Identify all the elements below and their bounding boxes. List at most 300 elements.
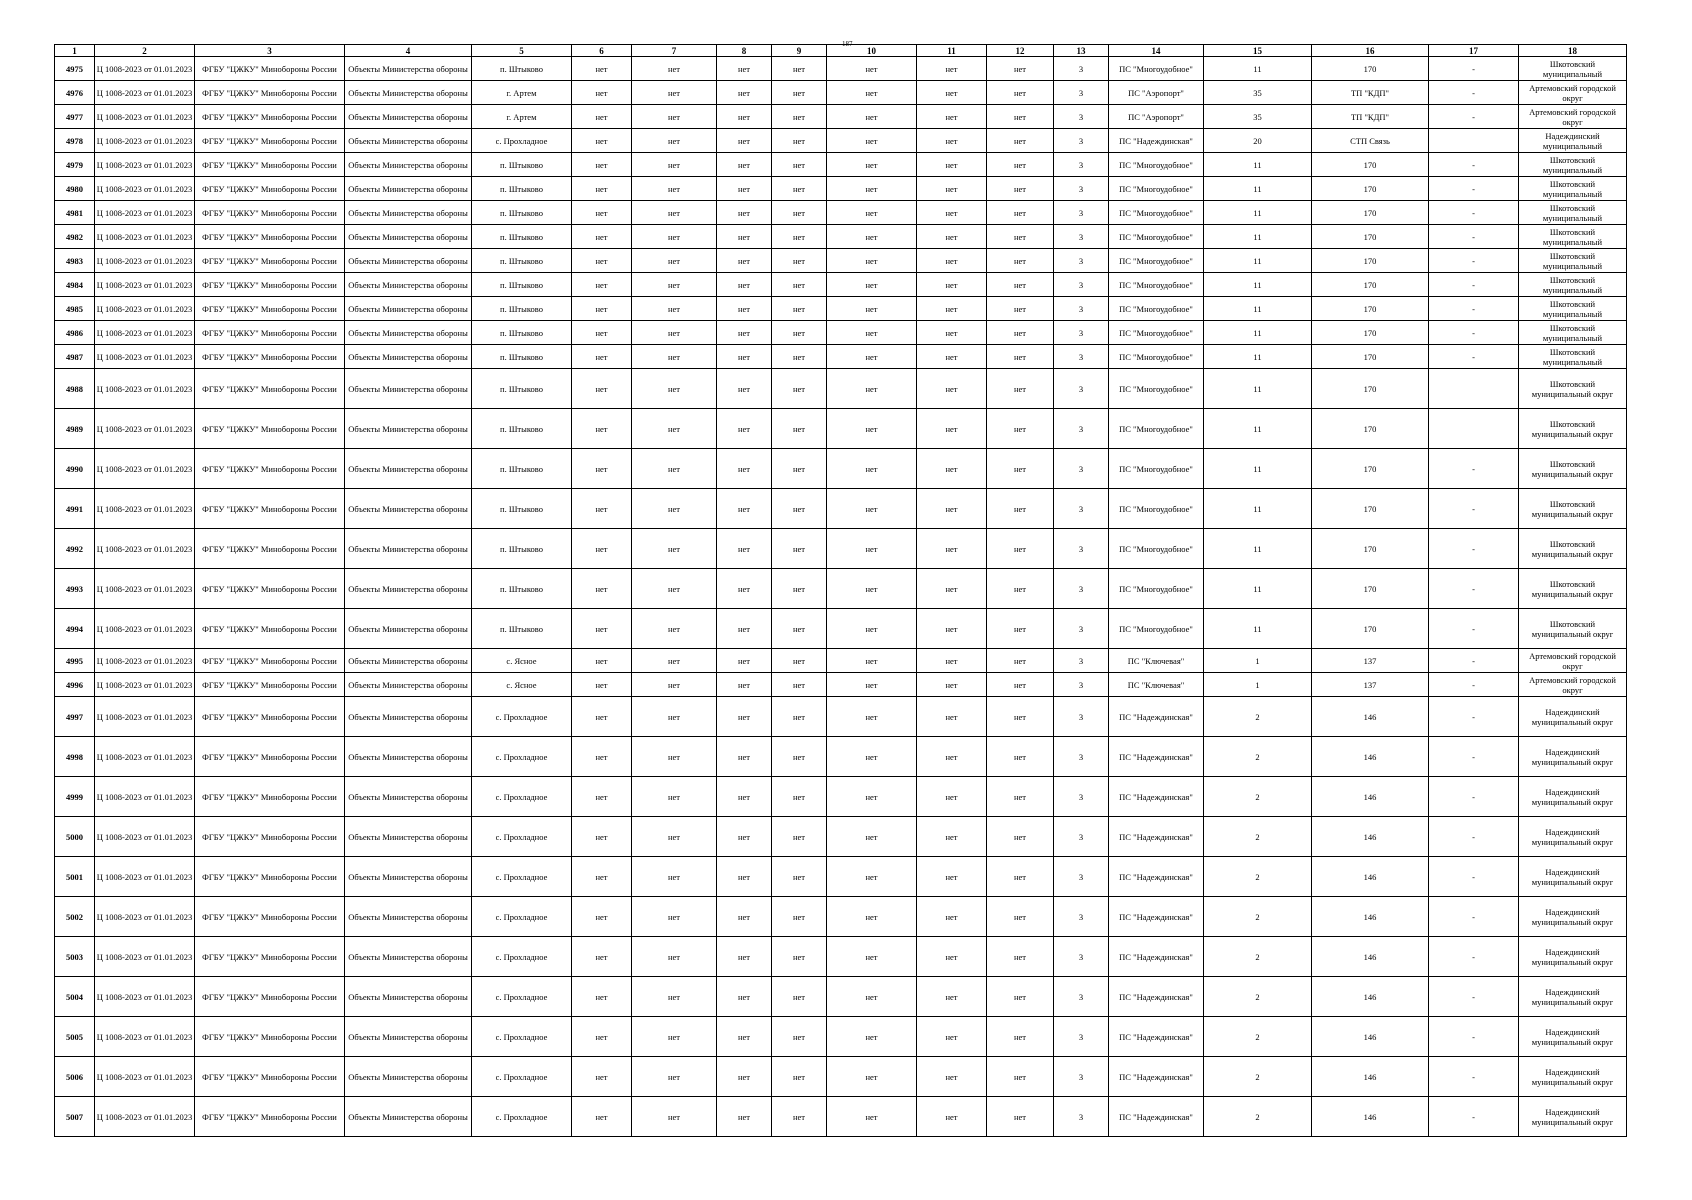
table-cell: 3	[1054, 777, 1109, 817]
table-cell: нет	[572, 489, 632, 529]
table-cell: 2	[1204, 1097, 1312, 1137]
table-cell: нет	[717, 201, 772, 225]
table-cell: 170	[1312, 369, 1429, 409]
table-cell: нет	[632, 489, 717, 529]
table-cell: нет	[632, 569, 717, 609]
table-cell: 11	[1204, 297, 1312, 321]
table-cell: Ц 1008-2023 от 01.01.2023	[95, 777, 195, 817]
table-cell: 4985	[55, 297, 95, 321]
table-cell: нет	[632, 609, 717, 649]
table-cell: 4984	[55, 273, 95, 297]
table-cell: нет	[987, 297, 1054, 321]
table-cell: 3	[1054, 1097, 1109, 1137]
table-cell: ФГБУ "ЦЖКУ" Минобороны России	[195, 321, 345, 345]
table-cell: 11	[1204, 153, 1312, 177]
table-cell: Шкотовский муниципальный	[1519, 297, 1627, 321]
table-cell: нет	[632, 529, 717, 569]
table-cell: нет	[717, 129, 772, 153]
table-cell: нет	[717, 321, 772, 345]
table-cell: нет	[772, 153, 827, 177]
table-cell: нет	[632, 1097, 717, 1137]
table-row	[55, 57, 1627, 81]
table-cell: нет	[917, 737, 987, 777]
table-cell: нет	[917, 369, 987, 409]
table-cell: нет	[632, 409, 717, 449]
table-cell: нет	[987, 273, 1054, 297]
column-header: 8	[717, 45, 772, 57]
table-cell: Объекты Министерства обороны	[345, 129, 472, 153]
table-cell: Объекты Министерства обороны	[345, 153, 472, 177]
table-cell: Ц 1008-2023 от 01.01.2023	[95, 105, 195, 129]
table-cell: ФГБУ "ЦЖКУ" Минобороны России	[195, 57, 345, 81]
table-cell: 4978	[55, 129, 95, 153]
table-cell: нет	[917, 609, 987, 649]
table-cell: нет	[572, 857, 632, 897]
table-cell: ФГБУ "ЦЖКУ" Минобороны России	[195, 225, 345, 249]
table-cell: нет	[632, 273, 717, 297]
table-cell: нет	[717, 697, 772, 737]
table-cell: нет	[717, 249, 772, 273]
table-cell: нет	[772, 369, 827, 409]
table-cell: нет	[572, 673, 632, 697]
table-cell: Объекты Министерства обороны	[345, 105, 472, 129]
table-cell: г. Артем	[472, 81, 572, 105]
table-cell: с. Прохладное	[472, 129, 572, 153]
table-cell: 3	[1054, 529, 1109, 569]
table-cell: Шкотовский муниципальный округ	[1519, 449, 1627, 489]
table-cell: нет	[917, 177, 987, 201]
table-cell: нет	[717, 449, 772, 489]
table-cell: нет	[572, 977, 632, 1017]
table-cell: нет	[632, 225, 717, 249]
table-cell: п. Штыково	[472, 57, 572, 81]
table-cell: нет	[772, 737, 827, 777]
table-cell: Ц 1008-2023 от 01.01.2023	[95, 1097, 195, 1137]
table-cell: нет	[632, 81, 717, 105]
table-cell: нет	[917, 897, 987, 937]
table-cell: ПС "Многоудобное"	[1109, 369, 1204, 409]
table-cell: нет	[717, 81, 772, 105]
table-cell: нет	[827, 449, 917, 489]
table-cell: нет	[717, 977, 772, 1017]
table-cell: нет	[572, 297, 632, 321]
table-cell: Шкотовский муниципальный округ	[1519, 369, 1627, 409]
table-cell: ПС "Многоудобное"	[1109, 345, 1204, 369]
table-cell: 146	[1312, 857, 1429, 897]
table-cell: -	[1429, 977, 1519, 1017]
table-cell: нет	[572, 249, 632, 273]
table-cell: ФГБУ "ЦЖКУ" Минобороны России	[195, 177, 345, 201]
table-cell: нет	[917, 817, 987, 857]
table-cell: п. Штыково	[472, 225, 572, 249]
table-cell: нет	[917, 57, 987, 81]
column-header: 6	[572, 45, 632, 57]
column-header: 15	[1204, 45, 1312, 57]
table-cell: Ц 1008-2023 от 01.01.2023	[95, 81, 195, 105]
table-cell: с. Прохладное	[472, 977, 572, 1017]
table-cell: 1	[1204, 649, 1312, 673]
table-cell: Шкотовский муниципальный	[1519, 225, 1627, 249]
table-cell: 5007	[55, 1097, 95, 1137]
table-cell: Ц 1008-2023 от 01.01.2023	[95, 321, 195, 345]
table-cell: нет	[632, 649, 717, 673]
table-cell: нет	[632, 369, 717, 409]
table-cell: -	[1429, 897, 1519, 937]
table-cell: нет	[917, 529, 987, 569]
table-cell: 3	[1054, 345, 1109, 369]
table-cell: Объекты Министерства обороны	[345, 57, 472, 81]
table-cell: 3	[1054, 977, 1109, 1017]
table-cell: нет	[572, 777, 632, 817]
table-cell: Объекты Министерства обороны	[345, 273, 472, 297]
table-cell: нет	[772, 777, 827, 817]
table-cell: нет	[987, 81, 1054, 105]
table-cell: Надеждинский муниципальный округ	[1519, 937, 1627, 977]
table-cell: 4997	[55, 697, 95, 737]
table-cell: 3	[1054, 449, 1109, 489]
table-cell: -	[1429, 345, 1519, 369]
column-header: 13	[1054, 45, 1109, 57]
table-cell: -	[1429, 225, 1519, 249]
table-cell: -	[1429, 81, 1519, 105]
table-cell: нет	[717, 1097, 772, 1137]
table-cell: нет	[987, 225, 1054, 249]
table-cell: п. Штыково	[472, 529, 572, 569]
table-cell: 3	[1054, 569, 1109, 609]
table-cell: 4999	[55, 777, 95, 817]
column-header: 17	[1429, 45, 1519, 57]
table-cell: Надеждинский муниципальный округ	[1519, 1017, 1627, 1057]
table-cell: ПС "Ключевая"	[1109, 649, 1204, 673]
table-cell: нет	[772, 489, 827, 529]
table-cell: 146	[1312, 1097, 1429, 1137]
table-cell: нет	[987, 249, 1054, 273]
table-cell: 5002	[55, 897, 95, 937]
table-cell: нет	[772, 81, 827, 105]
table-cell: -	[1429, 857, 1519, 897]
table-cell: п. Штыково	[472, 153, 572, 177]
table-cell: Объекты Министерства обороны	[345, 609, 472, 649]
table-cell: Ц 1008-2023 от 01.01.2023	[95, 369, 195, 409]
table-cell: ФГБУ "ЦЖКУ" Минобороны России	[195, 81, 345, 105]
table-row	[55, 201, 1627, 225]
table-cell: -	[1429, 449, 1519, 489]
table-cell: нет	[632, 105, 717, 129]
table-cell: 2	[1204, 937, 1312, 977]
table-cell: Ц 1008-2023 от 01.01.2023	[95, 857, 195, 897]
table-cell: нет	[572, 105, 632, 129]
table-cell: нет	[917, 697, 987, 737]
table-cell: 3	[1054, 177, 1109, 201]
table-cell: 4988	[55, 369, 95, 409]
table-cell: нет	[572, 569, 632, 609]
table-cell: 2	[1204, 777, 1312, 817]
table-cell: ФГБУ "ЦЖКУ" Минобороны России	[195, 201, 345, 225]
table-cell: -	[1429, 153, 1519, 177]
table-cell: 3	[1054, 321, 1109, 345]
table-cell: нет	[772, 1097, 827, 1137]
column-header: 1	[55, 45, 95, 57]
table-cell: Надеждинский муниципальный округ	[1519, 1097, 1627, 1137]
table-cell: нет	[827, 177, 917, 201]
table-cell: с. Прохладное	[472, 1097, 572, 1137]
table-cell: нет	[572, 273, 632, 297]
table-cell: ФГБУ "ЦЖКУ" Минобороны России	[195, 297, 345, 321]
table-cell: нет	[917, 105, 987, 129]
table-cell: нет	[827, 1017, 917, 1057]
table-cell: Объекты Министерства обороны	[345, 81, 472, 105]
table-cell: нет	[717, 345, 772, 369]
table-cell: -	[1429, 249, 1519, 273]
table-cell: 3	[1054, 737, 1109, 777]
table-cell: Объекты Министерства обороны	[345, 977, 472, 1017]
table-row	[55, 345, 1627, 369]
table-cell: ФГБУ "ЦЖКУ" Минобороны России	[195, 937, 345, 977]
table-cell: Надеждинский муниципальный округ	[1519, 977, 1627, 1017]
table-cell: Надеждинский муниципальный округ	[1519, 777, 1627, 817]
table-cell: 5006	[55, 1057, 95, 1097]
table-cell: Ц 1008-2023 от 01.01.2023	[95, 649, 195, 673]
table-cell: нет	[772, 649, 827, 673]
table-cell: нет	[632, 777, 717, 817]
table-cell: нет	[772, 817, 827, 857]
table-cell: нет	[772, 129, 827, 153]
table-cell: Ц 1008-2023 от 01.01.2023	[95, 697, 195, 737]
table-cell: п. Штыково	[472, 297, 572, 321]
table-cell: 3	[1054, 1017, 1109, 1057]
table-row	[55, 129, 1627, 153]
table-cell: ПС "Надеждинская"	[1109, 1017, 1204, 1057]
table-cell: нет	[827, 697, 917, 737]
table-cell: СТП Связь	[1312, 129, 1429, 153]
table-cell: нет	[917, 249, 987, 273]
table-cell: 170	[1312, 297, 1429, 321]
table-cell: ПС "Надеждинская"	[1109, 897, 1204, 937]
table-cell: Объекты Министерства обороны	[345, 777, 472, 817]
table-cell: нет	[987, 737, 1054, 777]
table-cell: 3	[1054, 153, 1109, 177]
table-row	[55, 225, 1627, 249]
table-cell: нет	[987, 817, 1054, 857]
table-cell: нет	[717, 777, 772, 817]
table-cell: нет	[772, 857, 827, 897]
table-cell: нет	[572, 937, 632, 977]
column-header: 14	[1109, 45, 1204, 57]
table-cell: ПС "Многоудобное"	[1109, 321, 1204, 345]
column-header: 16	[1312, 45, 1429, 57]
table-cell: нет	[987, 977, 1054, 1017]
table-cell: Объекты Министерства обороны	[345, 697, 472, 737]
table-cell: нет	[987, 201, 1054, 225]
table-cell: ПС "Многоудобное"	[1109, 569, 1204, 609]
table-cell: ПС "Ключевая"	[1109, 673, 1204, 697]
table-cell: нет	[987, 569, 1054, 609]
table-cell: 3	[1054, 249, 1109, 273]
table-cell: ПС "Многоудобное"	[1109, 177, 1204, 201]
table-cell: 170	[1312, 321, 1429, 345]
table-cell: нет	[772, 977, 827, 1017]
table-row	[55, 409, 1627, 449]
table-cell: -	[1429, 817, 1519, 857]
table-cell: ФГБУ "ЦЖКУ" Минобороны России	[195, 609, 345, 649]
table-cell: 3	[1054, 369, 1109, 409]
table-cell: 11	[1204, 569, 1312, 609]
table-cell: Ц 1008-2023 от 01.01.2023	[95, 817, 195, 857]
table-cell: 2	[1204, 977, 1312, 1017]
table-cell: 11	[1204, 345, 1312, 369]
table-cell: нет	[772, 105, 827, 129]
table-cell: ТП "КДП"	[1312, 105, 1429, 129]
table-row	[55, 297, 1627, 321]
table-cell: нет	[987, 1017, 1054, 1057]
table-cell: 5003	[55, 937, 95, 977]
table-cell: ПС "Надеждинская"	[1109, 777, 1204, 817]
table-cell: 11	[1204, 409, 1312, 449]
table-cell: 170	[1312, 201, 1429, 225]
table-cell: нет	[917, 225, 987, 249]
table-cell: 3	[1054, 129, 1109, 153]
table-cell: нет	[772, 57, 827, 81]
page-number: 187	[842, 40, 853, 48]
table-cell: -	[1429, 609, 1519, 649]
table-cell: 4979	[55, 153, 95, 177]
table-cell: Шкотовский муниципальный	[1519, 321, 1627, 345]
table-cell: нет	[987, 649, 1054, 673]
table-cell: Шкотовский муниципальный округ	[1519, 529, 1627, 569]
table-cell: с. Прохладное	[472, 937, 572, 977]
table-cell: Ц 1008-2023 от 01.01.2023	[95, 249, 195, 273]
table-cell: 4996	[55, 673, 95, 697]
table-cell: с. Прохладное	[472, 737, 572, 777]
table-cell: Шкотовский муниципальный округ	[1519, 609, 1627, 649]
table-cell: 4986	[55, 321, 95, 345]
table-cell: нет	[987, 673, 1054, 697]
table-cell: 11	[1204, 369, 1312, 409]
table-row	[55, 321, 1627, 345]
table-cell: нет	[827, 777, 917, 817]
table-cell: Ц 1008-2023 от 01.01.2023	[95, 529, 195, 569]
table-cell: нет	[987, 57, 1054, 81]
table-cell: Ц 1008-2023 от 01.01.2023	[95, 1057, 195, 1097]
table-cell: нет	[772, 529, 827, 569]
table-cell: нет	[632, 249, 717, 273]
table-cell: 3	[1054, 201, 1109, 225]
table-cell: ФГБУ "ЦЖКУ" Минобороны России	[195, 409, 345, 449]
table-cell: ФГБУ "ЦЖКУ" Минобороны России	[195, 273, 345, 297]
table-cell: нет	[632, 449, 717, 489]
column-header: 9	[772, 45, 827, 57]
table-cell: с. Ясное	[472, 673, 572, 697]
table-row	[55, 977, 1627, 1017]
table-cell: 11	[1204, 609, 1312, 649]
table-cell: 2	[1204, 857, 1312, 897]
table-cell: нет	[827, 673, 917, 697]
table-cell: Шкотовский муниципальный	[1519, 57, 1627, 81]
table-cell: -	[1429, 177, 1519, 201]
table-cell: нет	[772, 409, 827, 449]
column-header: 18	[1519, 45, 1627, 57]
table-cell: нет	[772, 569, 827, 609]
table-cell: с. Прохладное	[472, 697, 572, 737]
table-cell: -	[1429, 777, 1519, 817]
table-cell: 3	[1054, 937, 1109, 977]
table-cell: нет	[917, 1097, 987, 1137]
table-cell: п. Штыково	[472, 177, 572, 201]
table-cell: 5000	[55, 817, 95, 857]
table-cell: п. Штыково	[472, 273, 572, 297]
table-cell: нет	[987, 345, 1054, 369]
table-cell: с. Ясное	[472, 649, 572, 673]
table-cell: 4977	[55, 105, 95, 129]
table-row	[55, 649, 1627, 673]
table-cell: нет	[772, 609, 827, 649]
table-cell: с. Прохладное	[472, 817, 572, 857]
table-cell: Ц 1008-2023 от 01.01.2023	[95, 569, 195, 609]
table-cell: нет	[632, 297, 717, 321]
data-table	[54, 44, 1627, 1137]
table-cell: нет	[827, 297, 917, 321]
table-cell: нет	[632, 177, 717, 201]
table-cell: нет	[827, 609, 917, 649]
table-cell: нет	[717, 1057, 772, 1097]
table-cell: Шкотовский муниципальный	[1519, 201, 1627, 225]
table-row	[55, 569, 1627, 609]
table-cell: нет	[717, 225, 772, 249]
table-cell: нет	[772, 249, 827, 273]
table-cell: ПС "Многоудобное"	[1109, 249, 1204, 273]
table-cell: нет	[987, 321, 1054, 345]
table-cell: Ц 1008-2023 от 01.01.2023	[95, 673, 195, 697]
table-cell: 137	[1312, 649, 1429, 673]
table-cell: 170	[1312, 177, 1429, 201]
table-cell: 1	[1204, 673, 1312, 697]
table-cell: нет	[717, 1017, 772, 1057]
table-cell: нет	[917, 1017, 987, 1057]
table-row	[55, 1017, 1627, 1057]
table-cell: 4992	[55, 529, 95, 569]
table-cell: нет	[827, 321, 917, 345]
table-cell: нет	[572, 649, 632, 673]
table-cell: 146	[1312, 777, 1429, 817]
table-cell: нет	[572, 1097, 632, 1137]
table-cell: нет	[917, 649, 987, 673]
table-cell: ФГБУ "ЦЖКУ" Минобороны России	[195, 105, 345, 129]
table-cell: ПС "Надеждинская"	[1109, 857, 1204, 897]
table-cell: нет	[572, 609, 632, 649]
table-cell: нет	[717, 105, 772, 129]
table-cell: г. Артем	[472, 105, 572, 129]
table-cell: нет	[772, 321, 827, 345]
table-cell: Шкотовский муниципальный округ	[1519, 409, 1627, 449]
table-cell: нет	[632, 153, 717, 177]
column-header: 11	[917, 45, 987, 57]
table-cell: 2	[1204, 697, 1312, 737]
table-cell: Объекты Министерства обороны	[345, 937, 472, 977]
table-cell: 146	[1312, 897, 1429, 937]
table-cell: ПС "Надеждинская"	[1109, 737, 1204, 777]
table-cell: 4976	[55, 81, 95, 105]
table-cell: 4987	[55, 345, 95, 369]
table-cell: Ц 1008-2023 от 01.01.2023	[95, 737, 195, 777]
table-cell: нет	[827, 977, 917, 1017]
table-cell: 35	[1204, 81, 1312, 105]
table-cell: нет	[572, 1057, 632, 1097]
table-cell: 11	[1204, 273, 1312, 297]
table-cell: нет	[632, 57, 717, 81]
table-cell: нет	[717, 737, 772, 777]
table-cell: 4994	[55, 609, 95, 649]
table-cell: нет	[632, 737, 717, 777]
